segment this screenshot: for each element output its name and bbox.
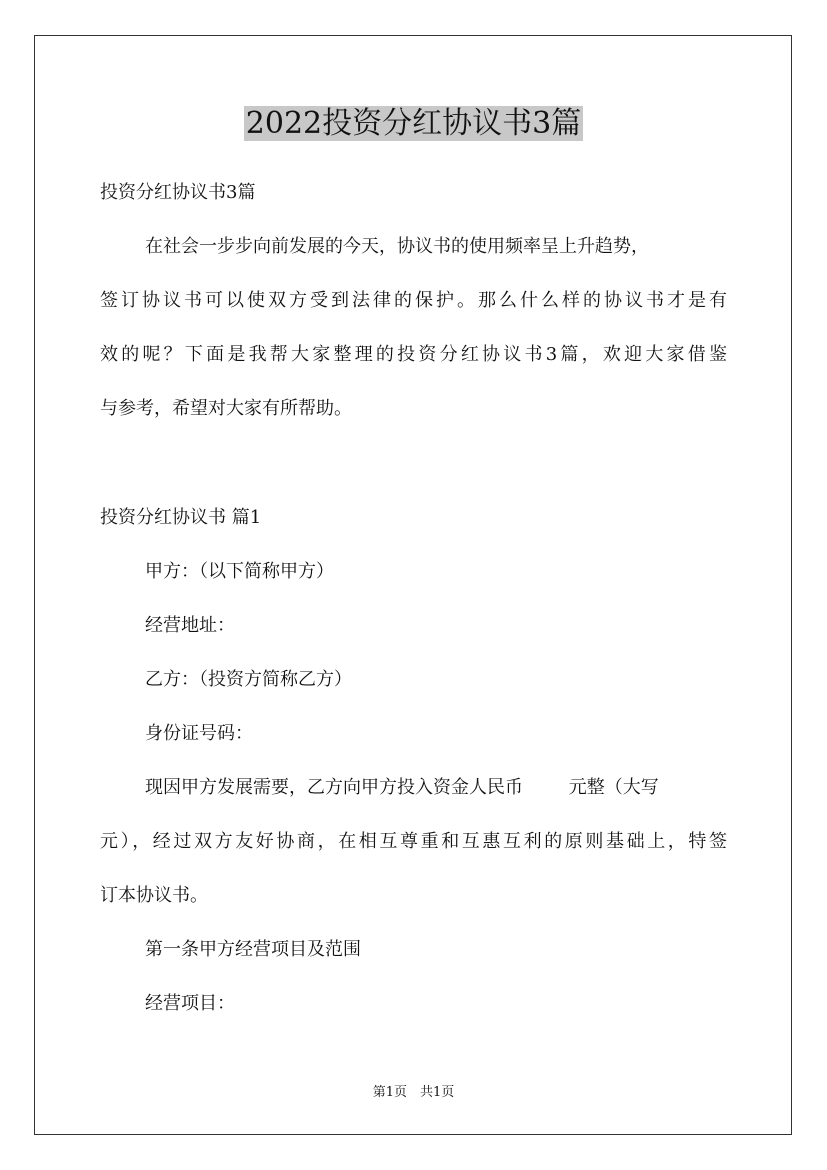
intro-line-3: 效的呢？下面是我帮大家整理的投资分红协议书3篇，欢迎大家借鉴 <box>100 344 727 365</box>
para-line-1: 现因甲方发展需要，乙方向甲方投入资金人民币 元整（大写 <box>145 777 659 798</box>
business-items-line: 经营项目： <box>145 993 235 1014</box>
intro-line-1: 在社会一步步向前发展的今天，协议书的使用频率呈上升趋势， <box>145 236 649 257</box>
page-number: 第1页 共1页 <box>372 1085 455 1100</box>
article-1-heading: 第一条甲方经营项目及范围 <box>145 939 361 960</box>
party-b-line: 乙方：（投资方简称乙方） <box>145 669 352 690</box>
intro-line-4: 与参考，希望对大家有所帮助。 <box>100 398 352 419</box>
party-a-line: 甲方：（以下简称甲方） <box>145 561 334 582</box>
section-heading: 投资分红协议书 篇1 <box>100 507 262 528</box>
document-title: 2022投资分红协议书3篇 <box>245 106 582 141</box>
intro-line-2: 签订协议书可以使双方受到法律的保护。那么什么样的协议书才是有 <box>100 290 727 311</box>
address-line: 经营地址： <box>145 615 235 636</box>
id-number-line: 身份证号码： <box>145 723 253 744</box>
document-subtitle: 投资分红协议书3篇 <box>100 182 256 203</box>
para-line-3: 订本协议书。 <box>100 885 208 906</box>
para-line-2: 元），经过双方友好协商，在相互尊重和互惠互利的原则基础上，特签 <box>100 831 727 852</box>
